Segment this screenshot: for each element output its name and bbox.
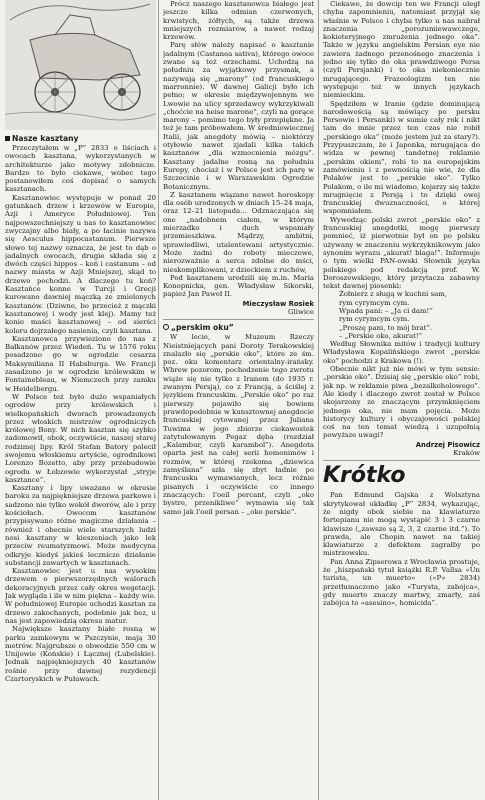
author-signature: Andrzej Pisowicz <box>415 440 480 449</box>
paragraph: Prócz naszego kasztanowca białego jest jeszcze kilka odmian czerwonych, krwistych, żółtych, są także drzewa mniejszych rozmiarów, a nawet rodzaj krzewów. <box>163 0 314 42</box>
paragraph: Z kasztanem wiązano nawet horoskopy dla osób urodzonych w dniach 15–24 maja, oraz 12–21 listopada… Odznaczająca się one „nadobnem ciałem, w którym mierzadko i duch wspaniały przemieszkiwa. Mądrzy, ambitni, sprawiedliwi, utalentowani artystycznie. Może żadni do roboty mieczowe, nierozważnie a serca zdolne do mści, nieskomplikowani, z dzieckiem z ruchów, <box>163 190 314 274</box>
paragraph: Pod kasztanem urodzili się m.in. Maria Konopnicka, gen. Władysław Sikorski, papież Jan Paweł II. <box>163 273 314 299</box>
poem-line: rym cyrymcym cym. <box>339 298 410 307</box>
poem-line: – „Perskie oko, akurat!” <box>339 331 423 340</box>
paragraph: Kasztany i lipy uważano w okresie baroku za najpiękniejsze drzewa parkowe i sadzono nie tylko wokół dworów, ale i przy kościołach. Owocom kasztanów przypisywano różne magiczne działania – również i obecnie wiele starszych ludzi nosi kasztany w kieszeniach jako lek przeciw reumatyzmowi. Może medycyna odkryje kiedyś jakieś lecznicze działanie substancji zawartych w kasztanach. <box>5 484 156 567</box>
paragraph: Spędziłem w Iranie (gdzie dominującą narodowością są mówiący po persku Persowie i Persanki) w sumie cały rok i nikt tam do mnie przez ten czas nie robił „perskiego oka” (może jestem już za stary?). Przypuszczam, że i Japonka, mrugająca do widza w pewnej tandetnej reklamie „perskim okiem”, robi to na europejskim zamówieniu i z pewnością nie wie, że dla Polaków jest to „perskie oko”. Tylko Polakom, o ile mi wiadomo, kojarzy się także mrugnięcie z Persją i to dzięki owej francuskiej dwuznaczności, o której wspomniałem. <box>323 99 480 216</box>
poem-line: rym cyrymcym cym. <box>339 315 410 324</box>
paragraph: W Polsce też było dużo wspaniałych ogrodów przy królewskich i wielkopańskich dworach prowadzonych przez włoskich mistrzów ogrodniczych królowej Bony. W nich kasztan się szybko zadomowił, obok, oczywiście, naszej starej rodzimej lipy. Król Stefan Batory polecił swojemu włoskiemu artyście, ogrodnikowi Lorenzo Bozetto, aby przy przebudowie ogrodu w Łobzowie wykorzystał „stryje kasztance”. <box>5 392 156 484</box>
author-location: Gliwice <box>288 307 314 316</box>
column-divider <box>318 0 319 800</box>
column-left <box>5 0 156 800</box>
paragraph: Ciekawe, że dowcip ten we Francji uległ chyba zapomnieniu, natomiast przyjął się właśnie w Polsce i chyba tylko u nas nabrał znaczenia „porozumiewawczego, kokieteryjnego zmrużenia jednego oka”. Także w języku angielskim Persian eye nie zawiera żadnego przenośnego znaczenia i jedno się tylko do oka prawdziwego Persa (czyli Persjanki) i to oka niekoniecznie mrugającego. Frazeologizm ten nie występuje też w innych językach niemieckim. <box>323 0 480 100</box>
article-title: „perskim oku” <box>163 323 314 332</box>
paragraph: W lecie, w Muzeum Rzeczy Nieistniejących pani Doroty Terakowskiej znalazło się „perskie oko”, które ze śm. poz. oku komentarz orientalny-irańsky. Wbrew pozorom, pochodzenie tego zwrotu wiąże się nie tylko z Iranem (do 1935 r. zwanym Persją), co z Francją, a ściślej z językiem francuskim. „Perskie oko” po raz pierwszy pojawiło się bowiem prawdopodobnie w kunsztownej anegdocie francuskiej cytowanej przez Juliana Tuwima w jego zbiorze ciekawostek zatytułowanym Pegaz dęba (rozdział „Kalambur, czyli karambol”). Anegdota oparta jest na całej serii homonimów i rozmów, w której rzekoma „dziewica zamyślana” szła się zbyt ładnie po francusku wymawianych, lecz różnie pisanych i oczywiście co innego znaczących: l'oeil percant, czyli „oko bystre, przenikliwe” wymawia się tak samo jak l'oeil persan – „oko perskie”. <box>163 333 314 516</box>
paragraph: Kasztanowiec występuje w ponad 20 gatunkach drzew i krzewów w Europie, Azji i Ameryce Południowej. Ten najpowszechniejszy u nas to kasztanowiec zwyczajny albo biały, a po łacinie nazywa się Aesculus hippocastanum. Pierwsze słowo tej nazwy oznacza, że jest to dąb o jadalnych owocach, drugie składa się z dwóch części hippos – koń i castanum – od nazwy miasta w Azji Mniejszej, skąd to drzewo pochodzi. A dlaczego tu koń? Kasztańce konne w Turcji i Grecji kurowano dawniej mączką ze zmielonych kasztanów. (Dziwne, bo przecież z mączki kasztanowej i wody jest klej). Mamy też konie maści kasztanowej – od sierści koloru dojrzałego nasienia, czyli kasztana. <box>5 193 156 335</box>
paragraph: Wywodząc polski zwrot „perskie oko” z francuskiej anegdotki, mogę pierwszy pomnieć, iż pierwotnie był on po polsku używany w znaczeniu wykrzyknikowym jako synonim wyrazu „akurat! blaga!”. Informuje o tym wielki PAN-owski Słownik języka polskiego pod redakcją prof. W. Doroszewskiego, który przytacza zabawny tekst dawnej piosenki: <box>323 215 480 291</box>
section-heading: Krótko <box>323 463 406 489</box>
paragraph: Według Słownika mitów i tradycji kultury Władysława Kopalińskiego zwrot „perskie oko” pochodzi z Krakowa (!). <box>323 340 480 365</box>
section-divider <box>323 460 480 461</box>
paragraph: Przeczytałem w „P” 2833 o liściach i owocach kasztana, wykorzystanych w architekturze jako motywy zdobnicze. Bardzo to było ciekawe, wobec tego postanowiłem coś dopisać o samych kasztanach. <box>5 144 156 194</box>
bullet-square-icon <box>5 136 10 141</box>
paragraph: Największe kasztany białe rosną w parku zamkowym w Pszczynie, mają 30 metrów. Najgrubsze o obwodzie 550 cm w Unijowie (Końskie) i Łącznej (Lubelskie). Jednak najpiękniejszych 40 kasztanów rośnie przy dawnej rezydencji Czartoryskich w Puławach. <box>5 625 156 683</box>
article-title: Nasze kasztany <box>5 134 156 143</box>
column-middle <box>163 0 314 800</box>
section-divider <box>163 319 314 320</box>
column-right <box>323 0 480 800</box>
vintage-car-illustration <box>5 0 156 130</box>
poem-line: Wpada pani: – „Ja ci dam!” <box>339 306 433 315</box>
paragraph: Kasztanowca przywieziono do nas z Bałkanów przez Wiedeń. Tu w 1576 roku posadzono go w ogrodzie cesarza Maksymiliana II Habsburga. We Francji zasadzono je w ogrodzie królewskim w Fontainebleau, w Niemczech przy zamku w Heidelbergu. <box>5 334 156 393</box>
paragraph: Parę słów należy napisać o kasztanie jadalnym (Castanea sativa), którego owoce zwane są też orzechami. Uchodzą na południu za wyjątkowy przysmak, a nazywają się „marony” (od francuskiego marronnie). W dawnej Galicji było ich pełno; w okresie międzywojennym we Lwowie na ulicy sprzedawcy wykrzykiwali „choćcie na heise marone”, czyli na gorące marony – pomimo tego były przepiękne. Ja też je tam próbowałem. W średniowiecznej Italii, jak anegdoty mówią – niektórzy otyłowie nawet zjadali kilka takich kasztanów „dla wzmocnienia mózgu”. Kasztany jadalne rosną na południu Europy, chociaż i w Polsce jest ich parę w Szczecinie i w Warszawskim Ogrodzie Botanicznym. <box>163 41 314 191</box>
car-drawing <box>5 0 156 130</box>
paragraph: Obecnie nikt już nie mówi w tym sensie: „perskie oko”. Dzisiaj się „perskie oko” robi, jak np. w reklamie piwa „bezalkoholowego”. Ale kiedy i dlaczego zwrot został w Polsce skojarzony ze znaczącym przymknięciem jednego oka, nie mam pojęcia. Może historycy kultury i obyczajowości polskiej coś na ten temat wiedzą i uzupełnią powyższe uwagi? <box>323 365 480 440</box>
author-location: Kraków <box>453 449 480 458</box>
poem-line: Żołnierz z sługą w kuchni sam, <box>339 290 447 299</box>
paragraph: Pan Anna Zipserowa z Wrocławia prostuje, że „hiszpański tytuł książki R.P. Vallsa «Un turista, un muerto» («P» 2834) przetłumaczono jako «Turysta, zabójca», gdy muerto znaczy martwy, zmarły, zaś zabójca to «asesino», homicida”. <box>323 557 480 608</box>
paragraph: Kasztanowiec jest u nas wysokim drzewem o pierwszorzędnych walorach dekoracyjnych przez cały okres wegetacji. Jak wygląda i ile w nim piękna – każdy wie. W południowej Europie uchodzi kasztan za drzewo zakochanych, podobnie jak bez, u nas jest zapowiedzią okresu matur. <box>5 567 156 625</box>
author-signature: Mieczysław Rosiek <box>242 299 314 308</box>
poem-line: „Proszę pani, to mój brat”. <box>339 323 433 332</box>
bullet-circle-icon <box>163 324 169 330</box>
paragraph: Pan Edmund Gajska z Wolsztyna skrytykował układkę „P” 2834, wykazując, że nigdy obok siebie na klawiaturze fortepianu nie mogą wystąpić 3 i 3 czarne klawisze („zawsze są 2, 3, 2 czarne itd.”). To prawda, ale Chopin nawet na takiej klawiaturze z defektem zagrałby po mistrzowsku. <box>323 491 480 558</box>
column-divider <box>158 0 159 800</box>
